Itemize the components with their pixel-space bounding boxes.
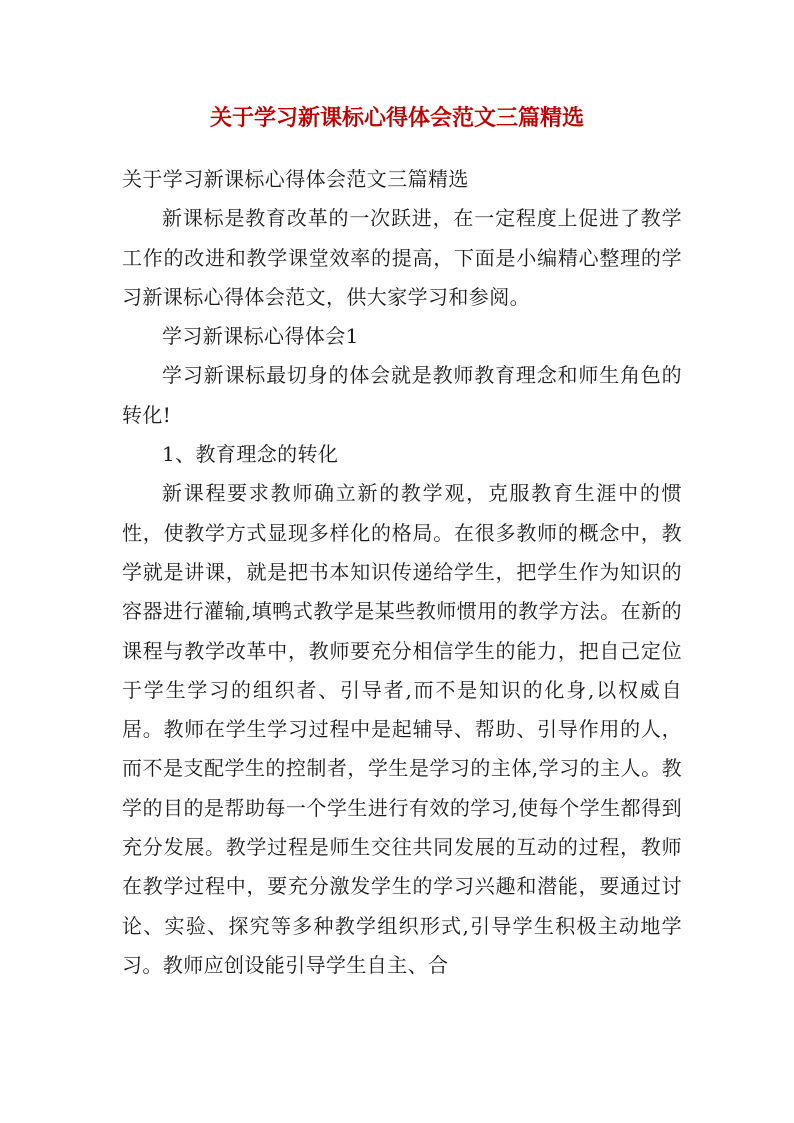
subsection-heading: 1、教育理念的转化 [162, 442, 339, 467]
document-title: 关于学习新课标心得体会范文三篇精选 [209, 105, 584, 131]
summary-paragraph: 学习新课标最切身的体会就是教师教育理念和师生角色的转化! [122, 363, 682, 427]
subtitle-paragraph: 关于学习新课标心得体会范文三篇精选 [122, 167, 469, 191]
section-heading: 学习新课标心得体会1 [162, 324, 359, 349]
intro-paragraph: 新课标是教育改革的一次跃进，在一定程度上促进了教学工作的改进和教学课堂效率的提高，下面是小编精心整理的学习新课标心得体会范文，供大家学习和参阅。 [122, 206, 682, 309]
document-body [122, 160, 682, 985]
body-paragraph: 新课程要求教师确立新的教学观，克服教育生涯中的惯性，使教学方式显现多样化的格局。在很多教师的概念中，教学就是讲课，就是把书本知识传递给学生，把学生作为知识的容器进行灌输,填鸭式教学是某些教师惯用的教学方法。在新的课程与教学改革中，教师要充分相信学生的能力，把自己定位于学生学习的组织者、引导者,而不是知识的化身,以权威自居。教师在学生学习过程中是起辅导、帮助、引导作用的人，而不是支配学生的控制者，学生是学习的主体,学习的主人。教学的目的是帮助每一个学生进行有效的学习,使每个学生都得到充分发展。教学过程是师生交往共同发展的互动的过程，教师在教学过程中，要充分激发学生的学习兴趣和潜能，要通过讨论、实验、探究等多种教学组织形式,引导学生积极主动地学习。教师应创设能引导学生自主、合 [122, 481, 682, 977]
